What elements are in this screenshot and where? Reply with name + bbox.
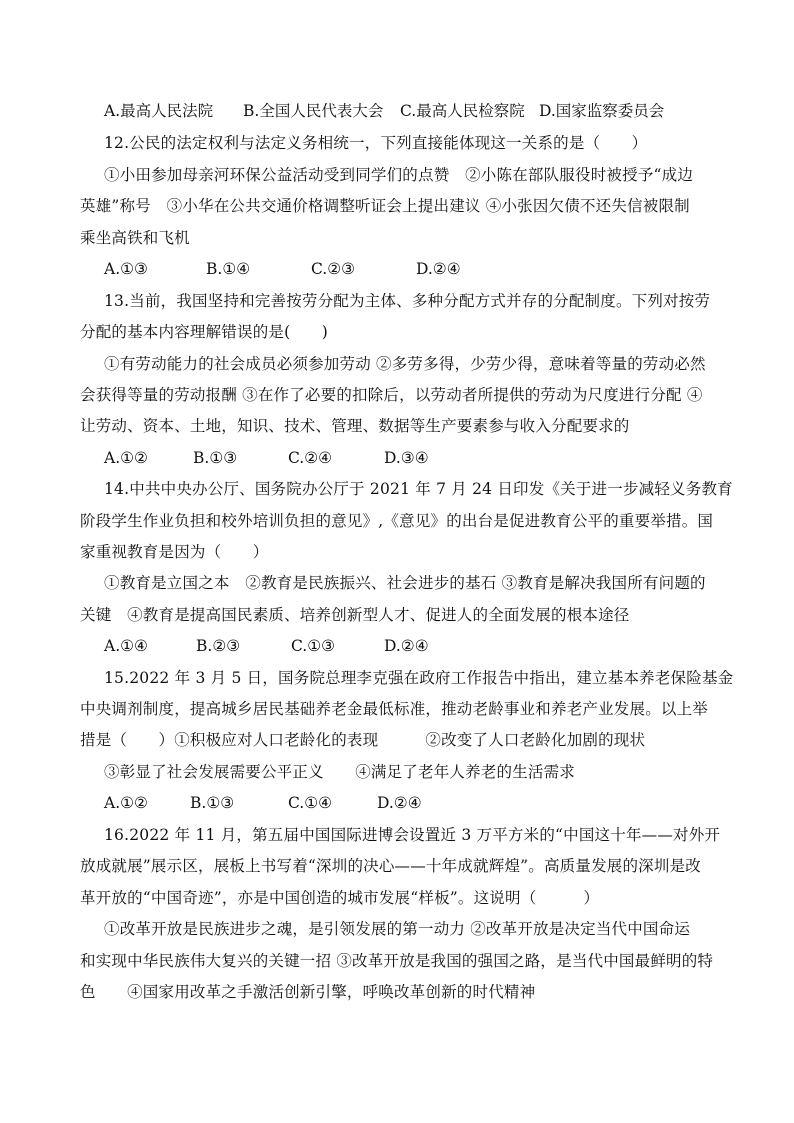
q14-statements-line-1: ①教育是立国之本 ②教育是民族振兴、社会进步的基石 ③教育是解决我国所有问题的 — [104, 574, 706, 592]
q11-option-d: D.国家监察委员会 — [539, 102, 665, 120]
q15-option-b: B.①③ — [190, 794, 235, 812]
q13-option-d: D.③④ — [384, 449, 429, 467]
q12-option-b: B.①④ — [206, 260, 251, 278]
q11-option-a: A.最高人民法院 — [104, 102, 214, 120]
q15-option-d: D.②④ — [377, 794, 422, 812]
q14-option-d: D.②④ — [384, 637, 429, 655]
q11-option-c: C.最高人民检察院 — [400, 102, 525, 120]
q15-stem-line-2: 中央调剂制度，提高城乡居民基础养老金最低标准，推动老龄事业和养老产业发展。以上举 — [80, 700, 709, 718]
q11-option-b: B.全国人民代表大会 — [243, 102, 384, 120]
q16-statements-line-1: ①改革开放是民族进步之魂，是引领发展的第一动力 ②改革开放是决定当代中国命运 — [104, 920, 691, 938]
q12-statements-line-1: ①小田参加母亲河环保公益活动受到同学们的点赞 ②小陈在部队服役时被授予“成边 — [104, 166, 694, 184]
q16-stem-line-1: 16.2022 年 11 月，第五届中国国际进博会设置近 3 万平方米的“中国这十年——对外开 — [104, 826, 721, 844]
q15-option-c: C.①④ — [288, 794, 333, 812]
q12-option-a: A.①③ — [104, 260, 148, 278]
q15-stem-line-3: 措是（ ）①积极应对人口老龄化的表现 ②改变了人口老龄化加剧的现状 — [80, 731, 646, 749]
q14-statements-line-2: 关键 ④教育是提高国民素质、培养创新型人才、促进人的全面发展的根本途径 — [80, 606, 630, 624]
q14-option-b: B.②③ — [196, 637, 241, 655]
q14-stem-line-1: 14.中共中央办公厅、国务院办公厅于 2021 年 7 月 24 日印发《关于进一步减轻义务教育 — [104, 480, 733, 498]
q14-stem-line-2: 阶段学生作业负担和校外培训负担的意见》,《意见》的出台是促进教育公平的重要举措。国 — [80, 512, 714, 530]
q13-stem-line-1: 13.当前，我国坚持和完善按劳分配为主体、多种分配方式并存的分配制度。下列对按劳 — [104, 292, 711, 310]
q16-stem-line-2: 放成就展”展示区，展板上书写着“深圳的决心——十年成就辉煌”。高质量发展的深圳是改 — [80, 857, 701, 875]
q14-stem-line-3: 家重视教育是因为（ ） — [80, 543, 269, 561]
q13-stem-line-2: 分配的基本内容理解错误的是( ) — [80, 323, 328, 341]
q16-statements-line-2: 和实现中华民族伟大复兴的关键一招 ③改革开放是我国的强国之路，是当代中国最鲜明的特 — [80, 952, 714, 970]
q12-statements-line-2: 英雄”称号 ③小华在公共交通价格调整听证会上提出建议 ④小张因欠债不还失信被限制 — [80, 197, 690, 215]
q13-statements-line-1: ①有劳动能力的社会成员必须参加劳动 ②多劳多得，少劳少得，意味着等量的劳动必然 — [104, 355, 706, 373]
q14-option-a: A.①④ — [104, 637, 148, 655]
q15-statements-line-1: ③彰显了社会发展需要公平正义 ④满足了老年人养老的生活需求 — [104, 763, 576, 781]
q13-statements-line-3: 让劳动、资本、土地，知识、技术、管理、数据等生产要素参与收入分配要求的 — [80, 417, 630, 435]
q12-statements-line-3: 乘坐高铁和飞机 — [80, 229, 190, 247]
q12-option-d: D.②④ — [416, 260, 461, 278]
q13-option-a: A.①② — [104, 449, 148, 467]
q13-option-b: B.①③ — [193, 449, 238, 467]
q15-option-a: A.①② — [104, 794, 148, 812]
q13-option-c: C.②④ — [288, 449, 333, 467]
q16-statements-line-3: 色 ④国家用改革之手激活创新引擎，呼唤改革创新的时代精神 — [80, 983, 536, 1001]
q16-stem-line-3: 革开放的“中国奇迹”，亦是中国创造的城市发展“样板”。这说明（ ） — [80, 889, 600, 907]
q13-statements-line-2: 会获得等量的劳动报酬 ③在作了必要的扣除后，以劳动者所提供的劳动为尺度进行分配 ④ — [80, 386, 703, 404]
q15-stem-line-1: 15.2022 年 3 月 5 日，国务院总理李克强在政府工作报告中指出，建立基本养老保险基金 — [104, 669, 734, 687]
q12-option-c: C.②③ — [311, 260, 356, 278]
q14-option-c: C.①③ — [291, 637, 336, 655]
q12-stem: 12.公民的法定权利与法定义务相统一，下列直接能体现这一关系的是（ ） — [104, 134, 648, 152]
